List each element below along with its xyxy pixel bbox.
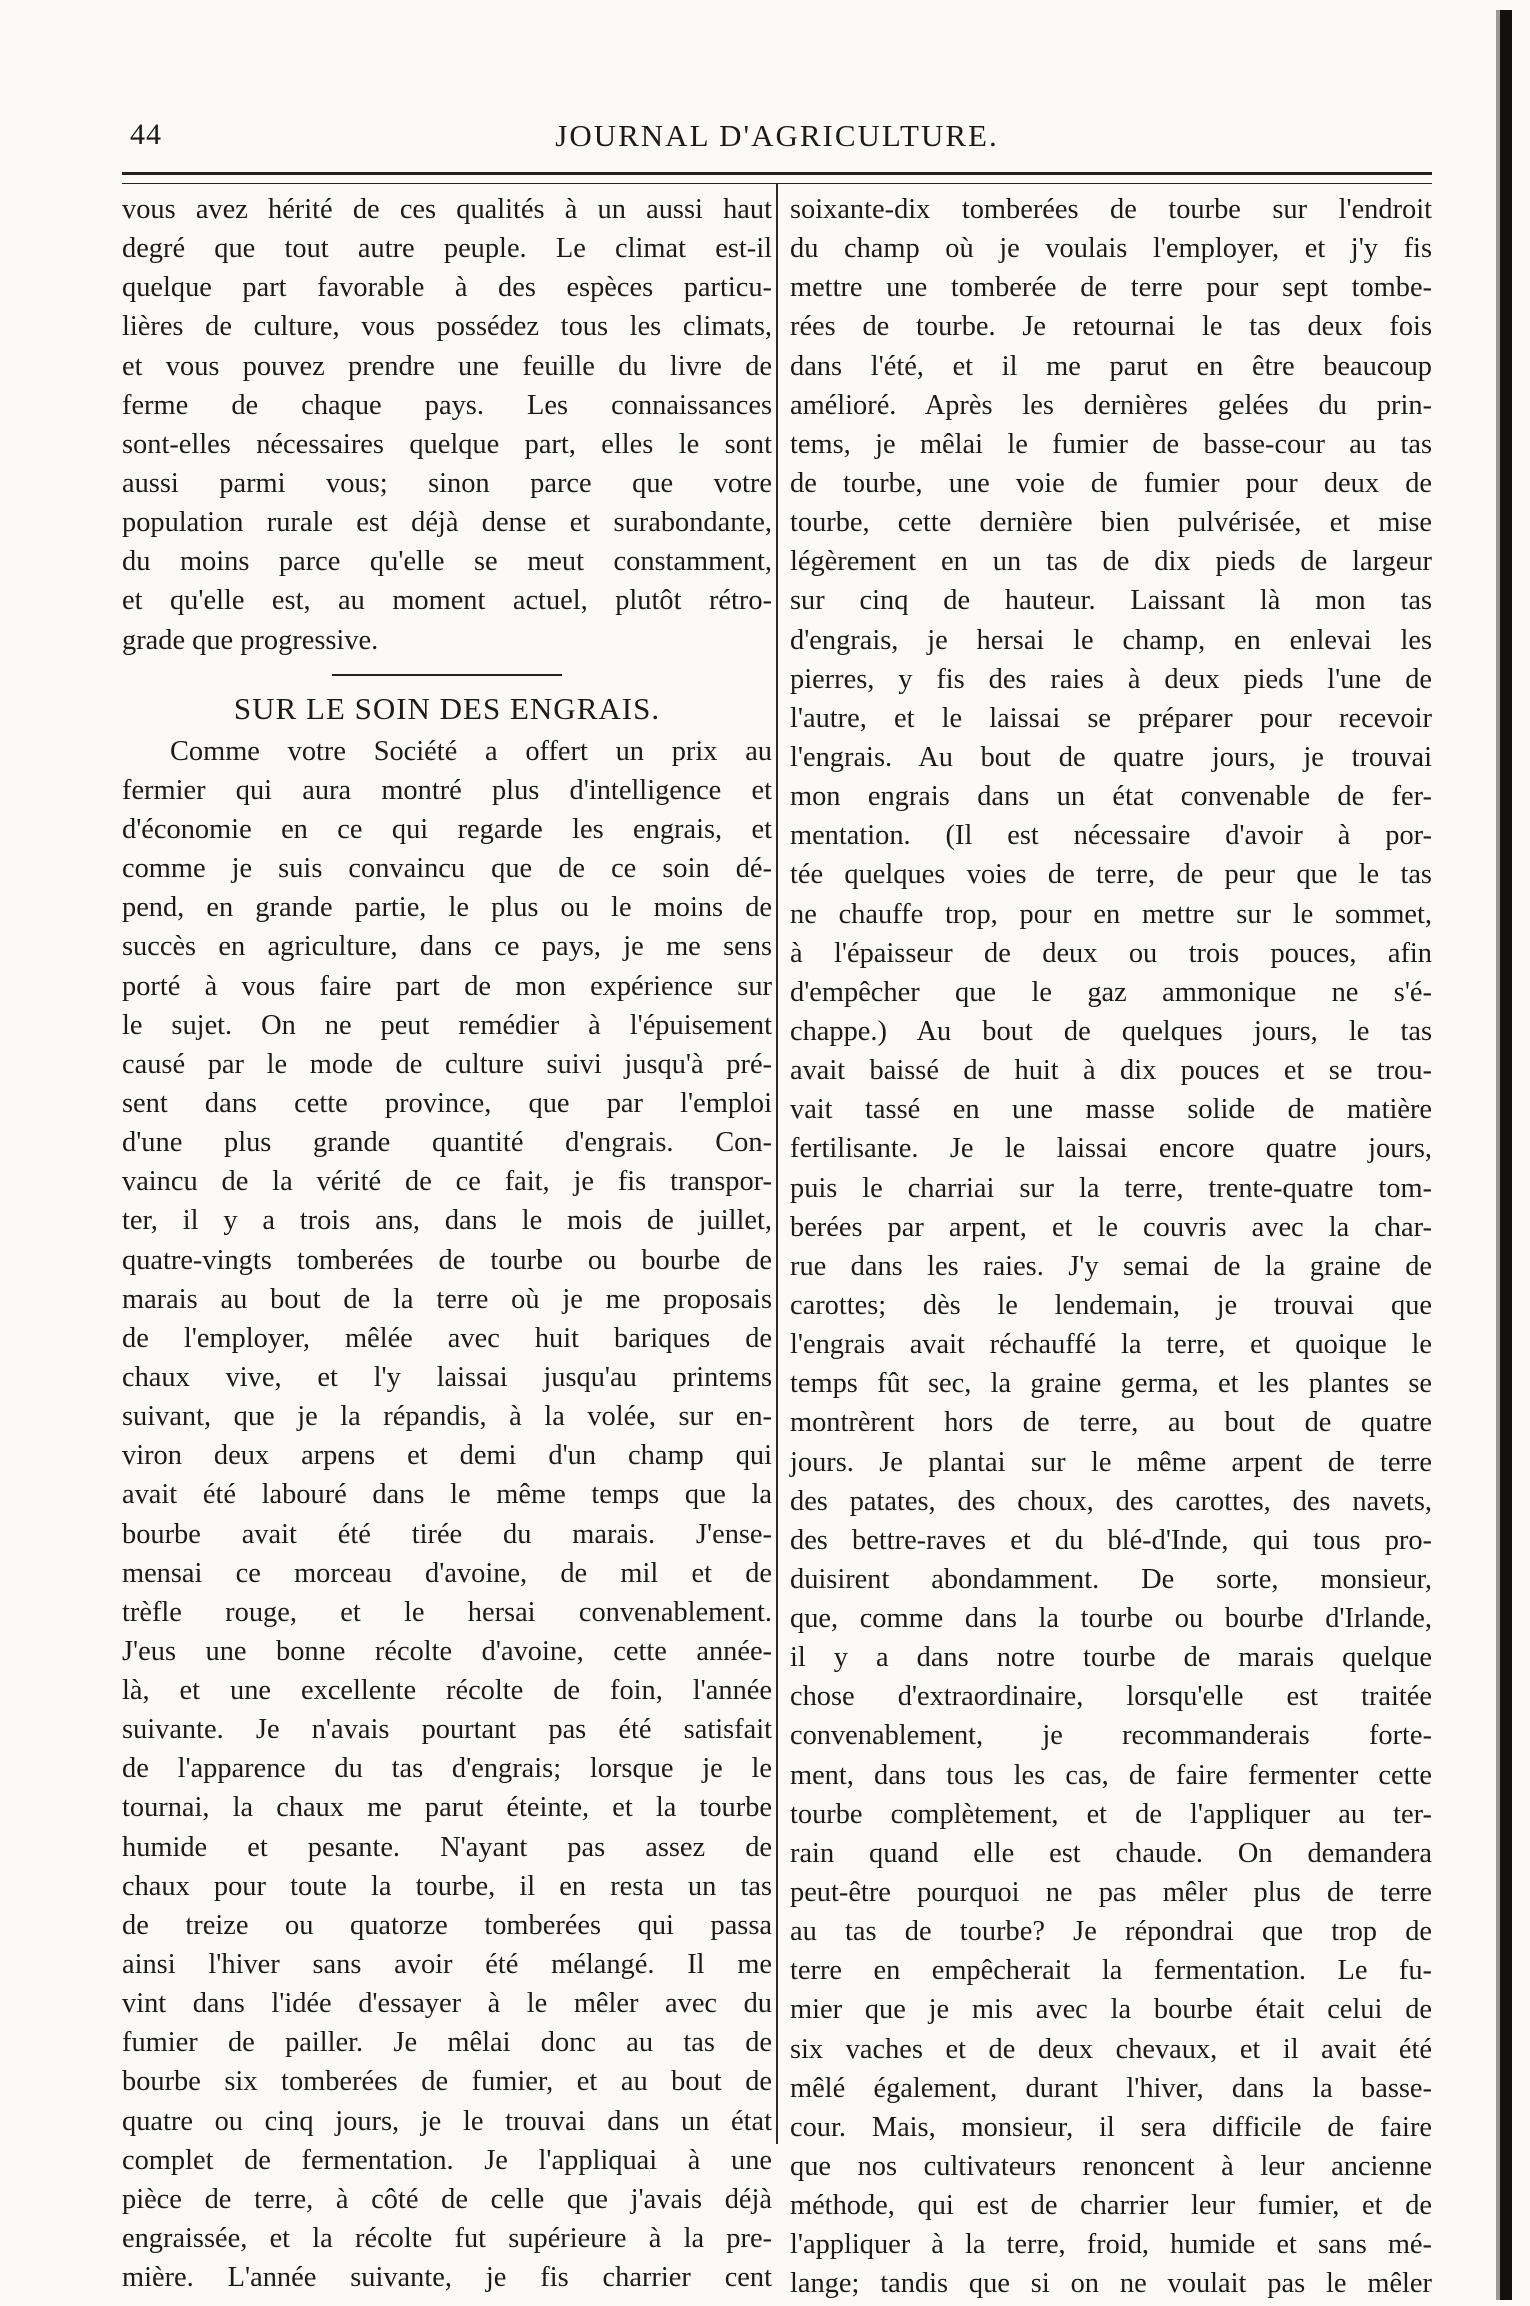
- text-line: comme je suis convaincu que de ce soin dé-: [122, 853, 772, 885]
- text-line: marais au bout de la terre où je me proposais: [122, 1283, 772, 1315]
- text-line: porté à vous faire part de mon expérience sur: [122, 970, 772, 1002]
- text-line: chaux pour toute la tourbe, il en resta un tas: [122, 1870, 772, 1902]
- left-column-article-text: [122, 732, 772, 2298]
- text-line: et qu'elle est, au moment actuel, plutôt rétro-: [122, 585, 772, 617]
- text-line: tourbe complètement, et de l'appliquer au ter-: [790, 1798, 1432, 1830]
- text-line: des bettre-raves et du blé-d'Inde, qui tous pro-: [790, 1524, 1432, 1556]
- text-line: puis le charriai sur la terre, trente-quatre tom-: [790, 1172, 1432, 1204]
- left-column: [122, 190, 772, 2297]
- text-line: fertilisante. Je le laissai encore quatre jours,: [790, 1133, 1432, 1165]
- text-line: et vous pouvez prendre une feuille du livre de: [122, 350, 772, 382]
- text-line: peut-être pourquoi ne pas mêler plus de terre: [790, 1877, 1432, 1909]
- text-line: chose d'extraordinaire, lorsqu'elle est traitée: [790, 1681, 1432, 1713]
- section-title: SUR LE SOIN DES ENGRAIS.: [233, 690, 661, 726]
- text-line: mentation. (Il est nécessaire d'avoir à por-: [790, 820, 1432, 852]
- text-line: du champ où je voulais l'employer, et j'y fis: [790, 233, 1432, 265]
- text-line: lières de culture, vous possédez tous les climats,: [122, 311, 772, 343]
- page-number: 44: [130, 118, 162, 151]
- text-line: mière. L'année suivante, je fis charrier cent: [122, 2262, 772, 2294]
- running-title: JOURNAL D'AGRICULTURE.: [555, 118, 999, 153]
- text-line: de l'employer, mêlée avec huit bariques de: [122, 1322, 772, 1354]
- text-line: engraissée, et la récolte fut supérieure à la pre-: [122, 2223, 772, 2255]
- text-line: terre en empêcherait la fermentation. Le fu-: [790, 1955, 1432, 1987]
- text-line: causé par le mode de culture suivi jusqu'à pré-: [122, 1048, 772, 1080]
- header-rule: [122, 172, 1432, 184]
- text-line: degré que tout autre peuple. Le climat est-il: [122, 233, 772, 265]
- text-line: au tas de tourbe? Je répondrai que trop de: [790, 1916, 1432, 1948]
- text-line: vait tassé en une masse solide de matière: [790, 1094, 1432, 1126]
- text-line: bourbe six tomberées de fumier, et au bout de: [122, 2066, 772, 2098]
- text-line: fermier qui aura montré plus d'intelligence et: [122, 774, 772, 806]
- text-line: bourbe avait été tirée du marais. J'ense-: [122, 1518, 772, 1550]
- text-line: que, comme dans la tourbe ou bourbe d'Irlande,: [790, 1603, 1432, 1635]
- text-line: légèrement en un tas de dix pieds de largeur: [790, 546, 1432, 578]
- text-line: soixante-dix tomberées de tourbe sur l'endroit: [790, 194, 1432, 225]
- text-line: J'eus une bonne récolte d'avoine, cette année-: [122, 1635, 772, 1667]
- text-line: sont-elles nécessaires quelque part, elles le sont: [122, 428, 772, 460]
- text-line: d'économie en ce qui regarde les engrais, et: [122, 813, 772, 845]
- text-line: tée quelques voies de terre, de peur que le tas: [790, 859, 1432, 891]
- section-separator-rule: [332, 674, 562, 676]
- text-line: grade que progressive.: [122, 624, 379, 656]
- text-line: ter, il y a trois ans, dans le mois de juillet,: [122, 1205, 772, 1237]
- text-line: le sujet. On ne peut remédier à l'épuisement: [122, 1009, 772, 1041]
- text-line: avait baissé de huit à dix pouces et se trou-: [790, 1055, 1432, 1087]
- text-line: temps fût sec, la graine germa, et les plantes se: [790, 1368, 1432, 1400]
- right-column-article-text: [790, 190, 1432, 2304]
- text-line: rue dans les raies. J'y semai de la graine de: [790, 1250, 1432, 1282]
- text-line: vaincu de la vérité de ce fait, je fis transpor-: [122, 1166, 772, 1198]
- text-line: il y a dans notre tourbe de marais quelque: [790, 1642, 1432, 1674]
- text-line: pierres, y fis des raies à deux pieds l'une de: [790, 663, 1432, 695]
- text-line: quelque part favorable à des espèces particu-: [122, 272, 772, 304]
- text-line: humide et pesante. N'ayant pas assez de: [122, 1831, 772, 1863]
- text-line: chappe.) Au bout de quelques jours, le tas: [790, 1015, 1432, 1047]
- text-line: sent dans cette province, que par l'emploi: [122, 1087, 772, 1119]
- text-line: de tourbe, une voie de fumier pour deux de: [790, 467, 1432, 499]
- text-line: dans l'été, et il me parut en être beaucoup: [790, 350, 1432, 382]
- text-line: complet de fermentation. Je l'appliquai à une: [122, 2144, 772, 2176]
- text-line: aussi parmi vous; sinon parce que votre: [122, 467, 772, 499]
- text-line: convenablement, je recommanderais forte-: [790, 1720, 1432, 1752]
- text-line: vous avez hérité de ces qualités à un aussi haut: [122, 194, 772, 225]
- text-line: méthode, qui est de charrier leur fumier, et de: [790, 2190, 1432, 2222]
- text-line: rées de tourbe. Je retournai le tas deux fois: [790, 311, 1432, 343]
- text-line: l'appliquer à la terre, froid, humide et sans mé-: [790, 2229, 1432, 2261]
- text-line: des patates, des choux, des carottes, des navets,: [790, 1485, 1432, 1517]
- page-header: [122, 112, 1432, 162]
- text-line: suivant, que je la répandis, à la volée, sur en-: [122, 1401, 772, 1433]
- text-line: d'engrais, je hersai le champ, en enlevai les: [790, 624, 1432, 656]
- text-line: avait été labouré dans le même temps que la: [122, 1479, 772, 1511]
- text-line: sur cinq de hauteur. Laissant là mon tas: [790, 585, 1432, 617]
- text-line: cour. Mais, monsieur, il sera difficile de faire: [790, 2111, 1432, 2143]
- left-column-intro-text: [122, 190, 772, 660]
- text-line: population rurale est déjà dense et surabondante,: [122, 507, 772, 539]
- text-line: du moins parce qu'elle se meut constamment,: [122, 546, 772, 578]
- text-line: que nos cultivateurs renoncent à leur ancienne: [790, 2151, 1432, 2183]
- text-line: mettre une tomberée de terre pour sept tombe-: [790, 272, 1432, 304]
- right-column: [790, 190, 1432, 2304]
- text-line: jours. Je plantai sur le même arpent de terre: [790, 1446, 1432, 1478]
- text-line: l'engrais. Au bout de quatre jours, je trouvai: [790, 741, 1432, 773]
- text-line: succès en agriculture, dans ce pays, je me sens: [122, 931, 772, 963]
- text-line: berées par arpent, et le couvris avec la char-: [790, 1211, 1432, 1243]
- text-line: ne chauffe trop, pour en mettre sur le sommet,: [790, 898, 1432, 930]
- text-line: trèfle rouge, et le hersai convenablement.: [122, 1596, 772, 1628]
- text-line: quatre ou cinq jours, je le trouvai dans un état: [122, 2105, 772, 2137]
- text-line: tournai, la chaux me parut éteinte, et la tourbe: [122, 1792, 772, 1824]
- text-line: viron deux arpens et demi d'un champ qui: [122, 1440, 772, 1472]
- text-line: mêlé également, durant l'hiver, dans la basse-: [790, 2072, 1432, 2104]
- text-line: ment, dans tous les cas, de faire fermenter cette: [790, 1759, 1432, 1791]
- text-line: ainsi l'hiver sans avoir été mélangé. Il me: [122, 1949, 772, 1981]
- text-line: l'engrais avait réchauffé la terre, et quoique le: [790, 1329, 1432, 1361]
- text-line: six vaches et de deux chevaux, et il avait été: [790, 2033, 1432, 2065]
- text-line: rain quand elle est chaude. On demandera: [790, 1837, 1432, 1869]
- column-divider: [776, 184, 778, 2144]
- text-line: carottes; dès le lendemain, je trouvai que: [790, 1289, 1432, 1321]
- text-line: tourbe, cette dernière bien pulvérisée, et mise: [790, 507, 1432, 539]
- text-line: mon engrais dans un état convenable de fer-: [790, 781, 1432, 813]
- text-line: chaux vive, et l'y laissai jusqu'au printems: [122, 1361, 772, 1393]
- page-edge-binding: [1500, 10, 1512, 2300]
- text-line: ferme de chaque pays. Les connaissances: [122, 389, 772, 421]
- text-line: d'une plus grande quantité d'engrais. Con-: [122, 1127, 772, 1159]
- text-line: fumier de pailler. Je mêlai donc au tas de: [122, 2027, 772, 2059]
- text-line: de l'apparence du tas d'engrais; lorsque je le: [122, 1753, 772, 1785]
- text-line: l'autre, et le laissai se préparer pour recevoir: [790, 702, 1432, 734]
- text-line: pend, en grande partie, le plus ou le moins de: [122, 892, 772, 924]
- text-line: mier que je mis avec la bourbe était celui de: [790, 1994, 1432, 2026]
- text-line: amélioré. Après les dernières gelées du prin-: [790, 389, 1432, 421]
- text-line: à l'épaisseur de deux ou trois pouces, afin: [790, 937, 1432, 969]
- text-line: montrèrent hors de terre, au bout de quatre: [790, 1407, 1432, 1439]
- text-line: là, et une excellente récolte de foin, l'année: [122, 1675, 772, 1707]
- text-line: tems, je mêlai le fumier de basse-cour au tas: [790, 428, 1432, 460]
- text-line: de treize ou quatorze tomberées qui passa: [122, 1909, 772, 1941]
- text-line: duisirent abondamment. De sorte, monsieur,: [790, 1563, 1432, 1595]
- text-line: quatre-vingts tomberées de tourbe ou bourbe de: [122, 1244, 772, 1276]
- text-line: d'empêcher que le gaz ammonique ne s'é-: [790, 976, 1432, 1008]
- text-line: Comme votre Société a offert un prix au: [170, 735, 772, 767]
- text-line: vint dans l'idée d'essayer à le mêler avec du: [122, 1988, 772, 2020]
- text-line: lange; tandis que si on ne voulait pas le mêler: [790, 2268, 1432, 2300]
- text-line: suivante. Je n'avais pourtant pas été satisfait: [122, 1714, 772, 1746]
- text-line: mensai ce morceau d'avoine, de mil et de: [122, 1557, 772, 1589]
- text-line: pièce de terre, à côté de celle que j'avais déjà: [122, 2183, 772, 2215]
